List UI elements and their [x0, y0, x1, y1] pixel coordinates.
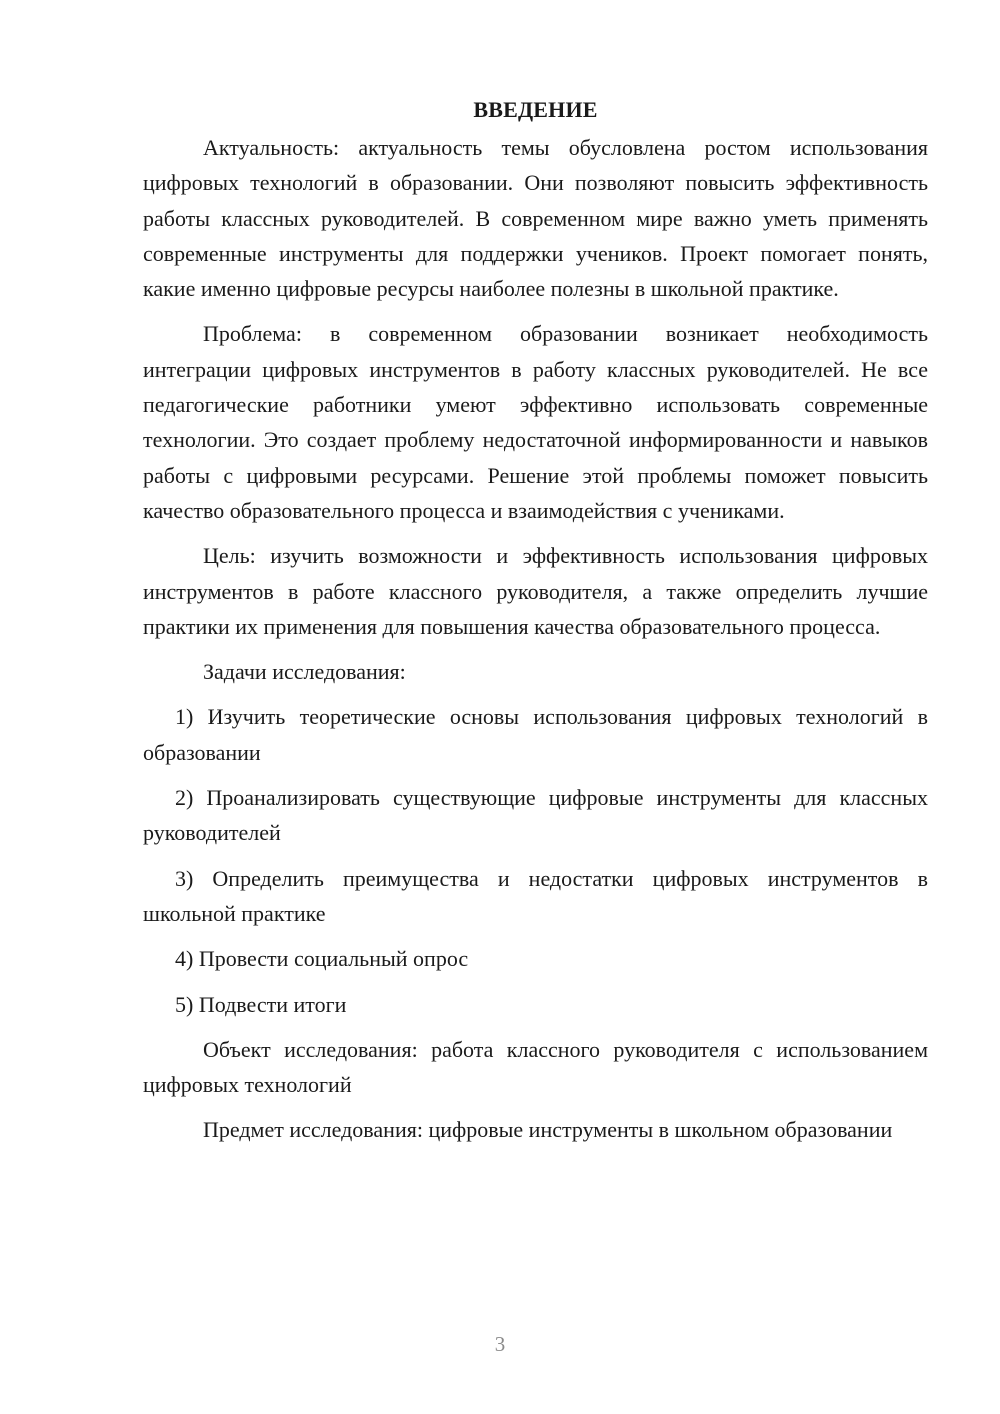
paragraph-object: Объект исследования: работа классного руководителя с использованием цифровых технологий — [143, 1036, 928, 1098]
list-item: 3) Определить преимущества и недостатки цифровых инструментов в школьной практике — [143, 865, 928, 926]
paragraph-subject: Предмет исследования: цифровые инструменты в школьном образовании — [203, 1117, 893, 1143]
list-item: 2) Проанализировать существующие цифровые инструменты для классных руководителей — [143, 785, 928, 846]
document-page — [143, 92, 928, 1148]
paragraph-problem: Проблема: в современном образовании возникает необходимость интеграции цифровых инструментов в работу классных руководителей. Не все педагогические работники умеют эффективно использовать современные технологии. Это создает проблему недостаточной информированности и навыков работы с цифровыми ресурсами. Решение этой проблемы поможет повысить качество образовательного процесса и взаимодействия с учениками. — [143, 321, 928, 523]
list-item: 1) Изучить теоретические основы использования цифровых технологий в образовании — [143, 704, 928, 765]
paragraph-relevance: Актуальность: актуальность темы обусловлена ростом использования цифровых технологий в образовании. Они позволяют повысить эффективность работы классных руководителей. В современном мире важно уметь применять современные инструменты для поддержки учеников. Проект помогает понять, какие именно цифровые ресурсы наиболее полезны в школьной практике. — [143, 135, 928, 302]
page-title: ВВЕДЕНИЕ — [473, 97, 598, 122]
list-item: 4) Провести социальный опрос — [175, 946, 469, 972]
paragraph-goal: Цель: изучить возможности и эффективность использования цифровых инструментов в работе классного руководителя, а также определить лучшие практики их применения для повышения качества образовательного процесса. — [143, 543, 928, 639]
tasks-title: Задачи исследования: — [203, 659, 406, 685]
page-number: 3 — [494, 1332, 506, 1356]
tasks-list — [143, 699, 928, 1021]
list-item: 5) Подвести итоги — [175, 991, 347, 1017]
